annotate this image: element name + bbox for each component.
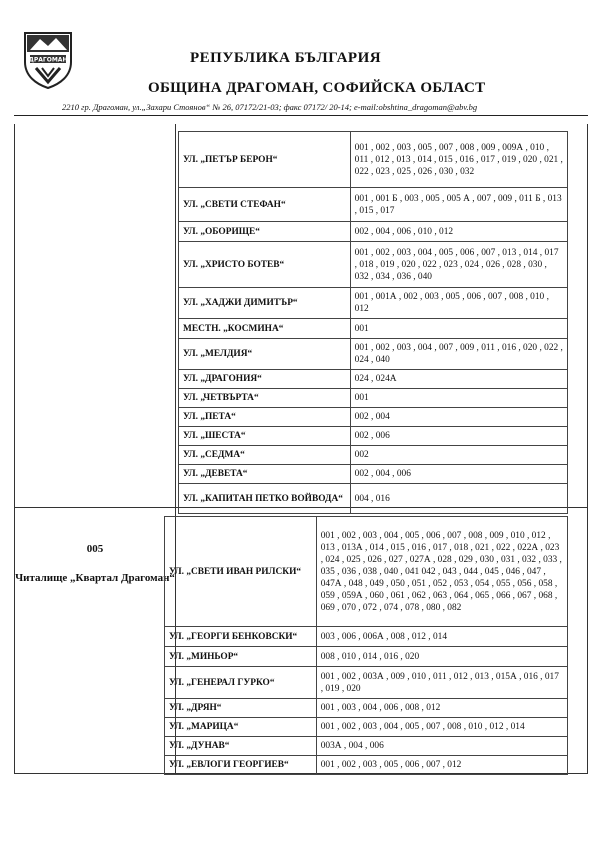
house-numbers: 024 , 024А: [350, 370, 567, 389]
street-name: УЛ. „ХРИСТО БОТЕВ“: [179, 242, 351, 288]
republic-title: РЕПУБЛИКА БЪЛГАРИЯ: [190, 50, 382, 66]
house-numbers: 001 , 002 , 003 , 005 , 006 , 007 , 012: [316, 756, 567, 775]
table-row: [179, 319, 568, 339]
street-name: УЛ. „ДЕВЕТА“: [179, 465, 351, 484]
house-numbers: 004 , 016: [350, 484, 567, 514]
district-cell: [15, 542, 175, 586]
table-row: [165, 737, 568, 756]
table-row: [165, 699, 568, 718]
house-numbers: 002 , 006: [350, 427, 567, 446]
svg-text:ДРАГОМАН: ДРАГОМАН: [28, 56, 68, 64]
table-row: [165, 647, 568, 667]
table-row: [165, 756, 568, 775]
street-name: УЛ. „ЧЕТВЪРТА“: [179, 389, 351, 408]
street-name: УЛ. „ДРЯН“: [165, 699, 317, 718]
street-name: УЛ. „МАРИЦА“: [165, 718, 317, 737]
table-row: [179, 188, 568, 222]
house-numbers: 001 , 002 , 003 , 004 , 005 , 007 , 008 , 010 , 012 , 014: [316, 718, 567, 737]
address-line: 2210 гр. Драгоман, ул.„Захари Стоянов“ № 26, 07172/21-03; факс 07172/ 20-14; e-mail:obshtina_dragoman@abv.bg: [62, 102, 478, 112]
street-name: УЛ. „СЕДМА“: [179, 446, 351, 465]
street-name: УЛ. „ШЕСТА“: [179, 427, 351, 446]
house-numbers: 001 , 002 , 003 , 004 , 005 , 006 , 007 , 008 , 009 , 010 , 012 , 013 , 013А , 014 , 015 , 016 , 017 , 018 , 021 , 022 , 022А , 023 , 024 , 025 , 026 , 027 , 027А , 028 , 029 , 030 , 031 , 032 , 033 , 035 , 036 , 038 , 040 , 041 042 , 043 , 044 , 045 , 046 , 047 , 047А , 048 , 049 , 050 , 051 , 052 , 053 , 054 , 055 , 056 , 058 , 059 , 059А , 060 , 061 , 062 , 063 , 064 , 065 , 066 , 067 , 068 , 069 , 070 , 072 , 074 , 078 , 080 , 082: [316, 517, 567, 627]
street-name: УЛ. „ОБОРИЩЕ“: [179, 222, 351, 242]
house-numbers: 001 , 002 , 003 , 005 , 007 , 008 , 009 , 009А , 010 , 011 , 012 , 013 , 014 , 015 , 016 , 017 , 019 , 020 , 021 , 022 , 023 , 025 , 026 , 030 , 032: [350, 132, 567, 188]
street-name: УЛ. „ПЕТЪР БЕРОН“: [179, 132, 351, 188]
table-row: [179, 389, 568, 408]
header-divider: [14, 115, 588, 116]
table-row: [165, 517, 568, 627]
street-name: МЕСТН. „КОСМИНА“: [179, 319, 351, 339]
municipality-title: ОБЩИНА ДРАГОМАН, СОФИЙСКА ОБЛАСТ: [148, 80, 486, 96]
streets-table-section-1: [178, 131, 568, 514]
street-name: УЛ. „ГЕОРГИ БЕНКОВСКИ“: [165, 627, 317, 647]
street-name: УЛ. „ДУНАВ“: [165, 737, 317, 756]
district-code: 005: [86, 543, 104, 555]
municipality-crest-logo: [22, 30, 74, 90]
street-name: УЛ. „МИНЬОР“: [165, 647, 317, 667]
house-numbers: 003А , 004 , 006: [316, 737, 567, 756]
house-numbers: 001: [350, 319, 567, 339]
house-numbers: 003 , 006 , 006А , 008 , 012 , 014: [316, 627, 567, 647]
street-name: УЛ. „ЕВЛОГИ ГЕОРГИЕВ“: [165, 756, 317, 775]
street-name: УЛ. „ПЕТА“: [179, 408, 351, 427]
table-row: [179, 222, 568, 242]
house-numbers: 001: [350, 389, 567, 408]
street-name: УЛ. „МЕЛДИЯ“: [179, 339, 351, 370]
table-row: [179, 427, 568, 446]
table-row: [179, 339, 568, 370]
table-row: [179, 408, 568, 427]
house-numbers: 002 , 004 , 006 , 010 , 012: [350, 222, 567, 242]
table-row: [179, 370, 568, 389]
street-name: УЛ. „ХАДЖИ ДИМИТЪР“: [179, 288, 351, 319]
house-numbers: 002 , 004: [350, 408, 567, 427]
table-row: [165, 718, 568, 737]
house-numbers: 001 , 002 , 003А , 009 , 010 , 011 , 012 , 013 , 015А , 016 , 017 , 019 , 020: [316, 667, 567, 699]
table-row: [179, 242, 568, 288]
street-name: УЛ. „ДРАГОНИЯ“: [179, 370, 351, 389]
streets-table-section-2: [164, 516, 568, 775]
table-row: [165, 627, 568, 647]
street-name: УЛ. „ГЕНЕРАЛ ГУРКО“: [165, 667, 317, 699]
street-name: УЛ. „КАПИТАН ПЕТКО ВОЙВОДА“: [179, 484, 351, 514]
house-numbers: 001 , 002 , 003 , 004 , 005 , 006 , 007 , 013 , 014 , 017 , 018 , 019 , 020 , 022 , 023 , 024 , 026 , 028 , 030 , 032 , 034 , 036 , 040: [350, 242, 567, 288]
house-numbers: 001 , 002 , 003 , 004 , 007 , 009 , 011 , 016 , 020 , 022 , 024 , 040: [350, 339, 567, 370]
table-row: [179, 465, 568, 484]
house-numbers: 001 , 001А , 002 , 003 , 005 , 006 , 007 , 008 , 010 , 012: [350, 288, 567, 319]
table-row: [179, 288, 568, 319]
house-numbers: 002: [350, 446, 567, 465]
table-row: [179, 484, 568, 514]
table-row: [165, 667, 568, 699]
street-name: УЛ. „СВЕТИ СТЕФАН“: [179, 188, 351, 222]
house-numbers: 002 , 004 , 006: [350, 465, 567, 484]
table-row: [179, 132, 568, 188]
table-row: [179, 446, 568, 465]
street-name: УЛ. „СВЕТИ ИВАН РИЛСКИ“: [165, 517, 317, 627]
district-name: Читалище „Квартал Драгоман“: [15, 572, 175, 584]
house-numbers: 001 , 003 , 004 , 006 , 008 , 012: [316, 699, 567, 718]
house-numbers: 008 , 010 , 014 , 016 , 020: [316, 647, 567, 667]
house-numbers: 001 , 001 Б , 003 , 005 , 005 А , 007 , 009 , 011 Б , 013 , 015 , 017: [350, 188, 567, 222]
